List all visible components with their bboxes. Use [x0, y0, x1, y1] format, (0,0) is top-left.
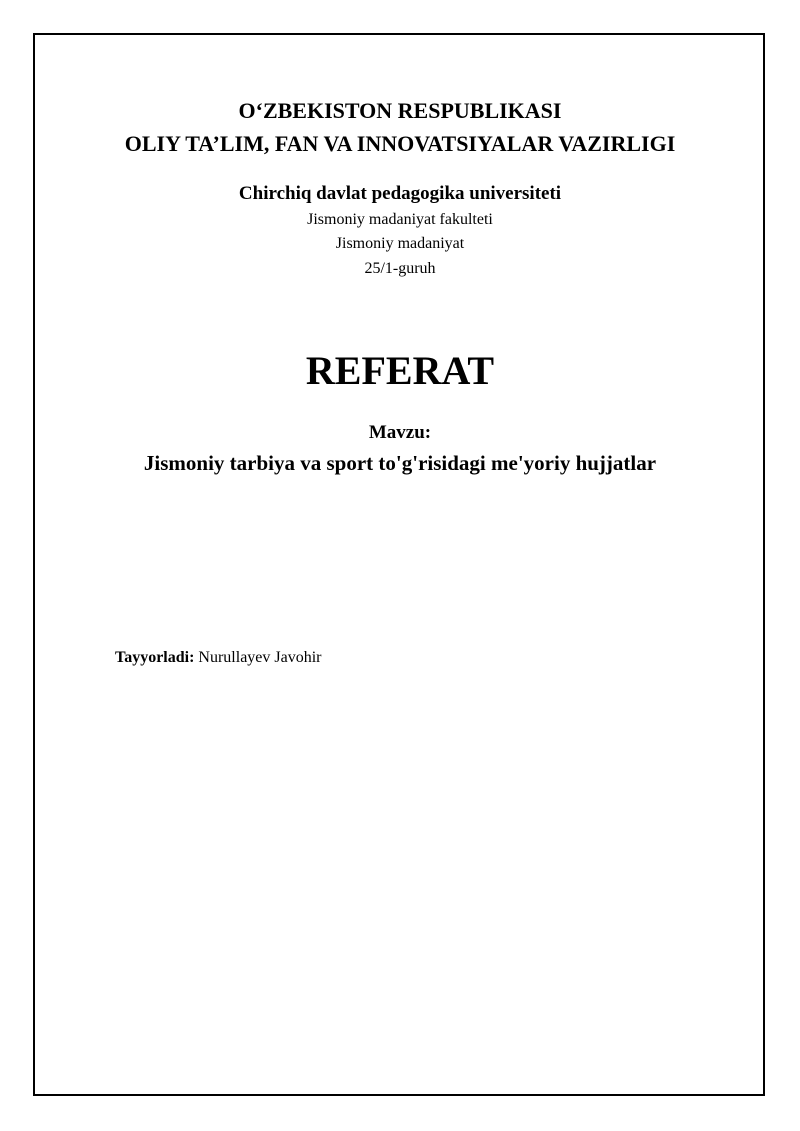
ministry-title-line-1: O‘ZBEKISTON RESPUBLIKASI	[238, 98, 562, 123]
topic-title: Jismoniy tarbiya va sport to'g'risidagi me'yoriy hujjatlar	[143, 451, 657, 475]
faculty-name: Jismoniy madaniyat fakulteti	[307, 211, 493, 228]
university-name: Chirchiq davlat pedagogika universiteti	[238, 183, 562, 204]
group-name: 25/1-guruh	[364, 260, 436, 277]
author-label: Tayyorladi:	[115, 649, 195, 666]
specialty-name: Jismoniy madaniyat	[335, 235, 465, 252]
author-name: Nurullayev Javohir	[198, 649, 322, 666]
document-type-title: REFERAT	[305, 348, 495, 393]
ministry-title-line-2: OLIY TA’LIM, FAN VA INNOVATSIYALAR VAZIRLIGI	[124, 131, 676, 156]
topic-label: Mavzu:	[368, 422, 432, 443]
author-line	[115, 648, 322, 668]
